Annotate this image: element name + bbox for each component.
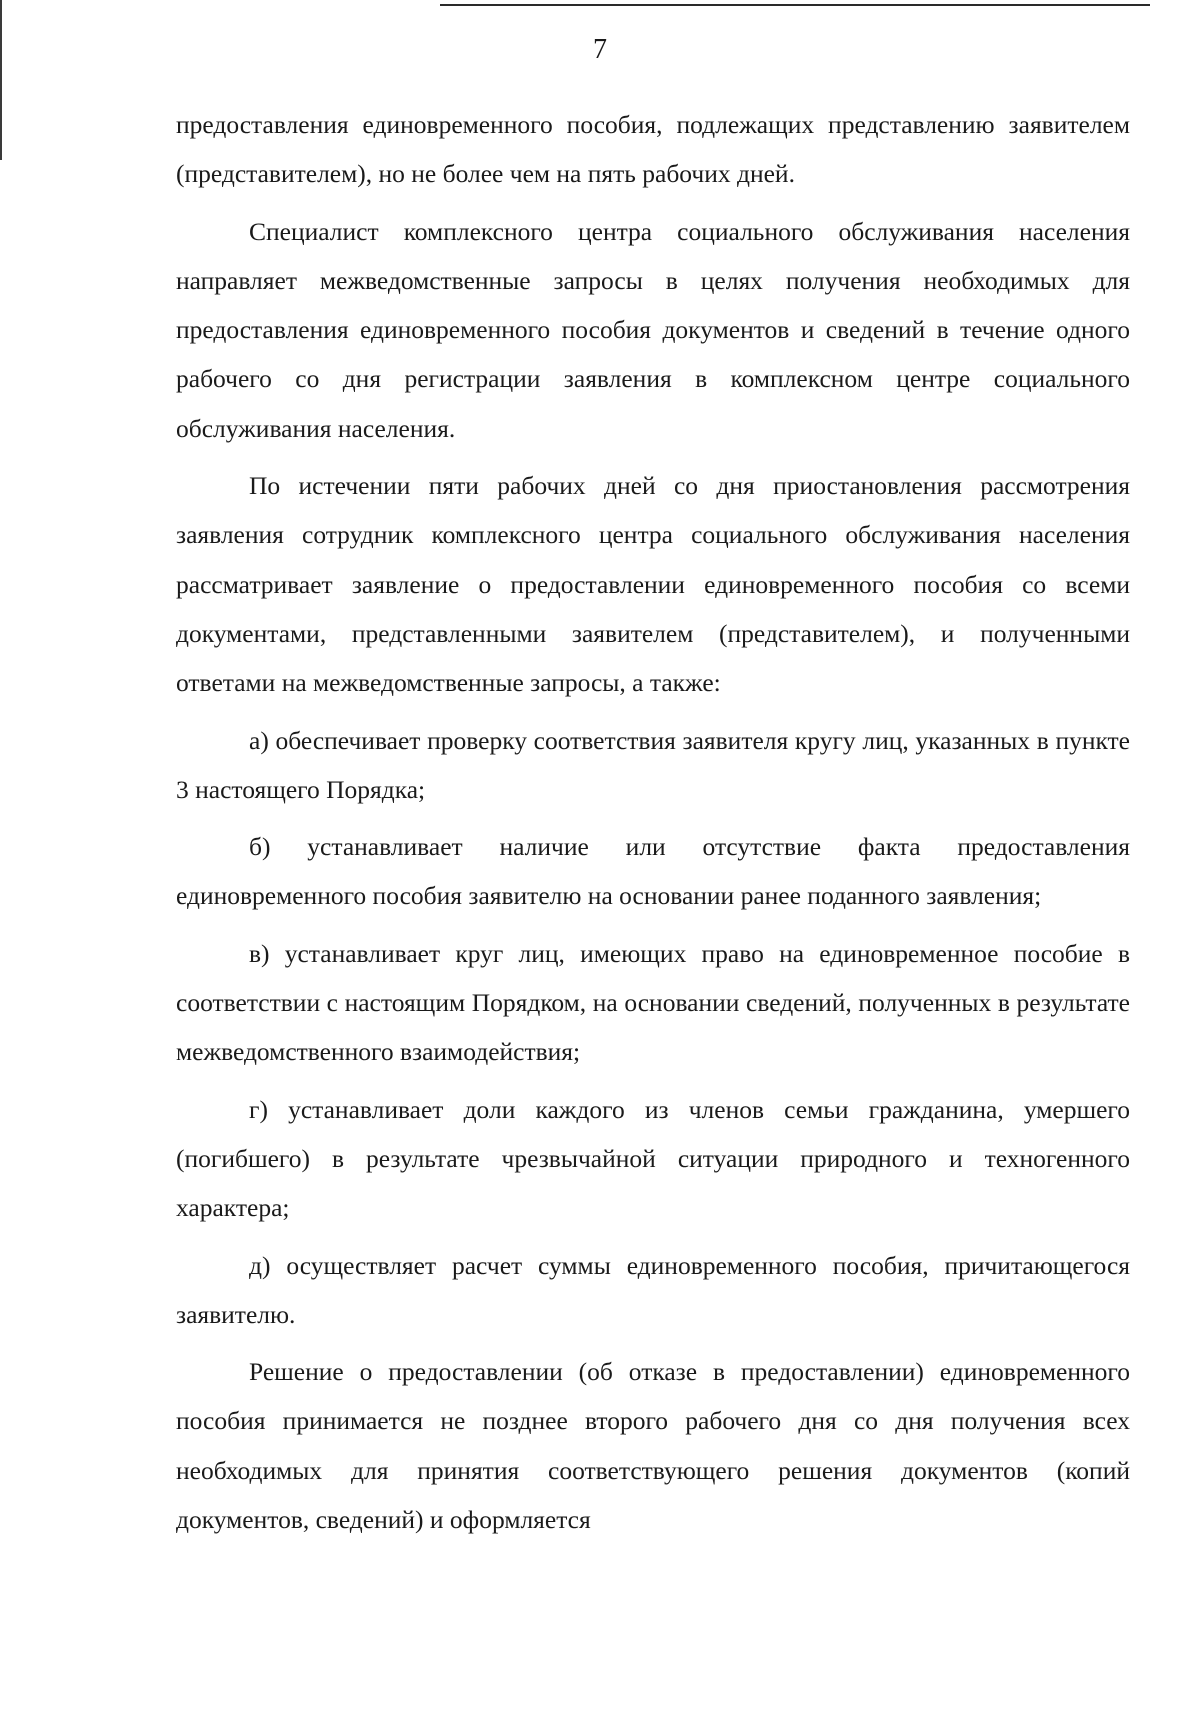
list-item-a: а) обеспечивает проверку соответствия заявителя кругу лиц, указанных в пункте 3 настоящего Порядка;: [176, 725, 1130, 804]
list-item-g: г) устанавливает доли каждого из членов семьи гражданина, умершего (погибшего) в результате чрезвычайной ситуации природного и техногенного характера;: [176, 1094, 1130, 1223]
document-body: [176, 100, 1130, 1544]
paragraph-specialist-requests: Специалист комплексного центра социального обслуживания населения направляет межведомственные запросы в целях получения необходимых для предоставления единовременного пособия документов и сведений в течение одного рабочего со дня регистрации заявления в комплексном центре социального обслуживания населения.: [176, 216, 1130, 443]
paragraph-continuation: предоставления единовременного пособия, подлежащих представлению заявителем (представителем), но не более чем на пять рабочих дней.: [176, 110, 1130, 189]
scan-left-edge: [0, 0, 2, 160]
paragraph-review-after-five-days: По истечении пяти рабочих дней со дня приостановления рассмотрения заявления сотрудник комплексного центра социального обслуживания населения рассматривает заявление о предоставлении единовременного пособия со всеми документами, представленными заявителем (представителем), и полученными ответами на межведомственные запросы, а также:: [176, 471, 1130, 698]
paragraph-decision: Решение о предоставлении (об отказе в предоставлении) единовременного пособия принимается не позднее второго рабочего дня со дня получения всех необходимых для принятия соответствующего решения документов (копий документов, сведений) и оформляется: [176, 1357, 1130, 1535]
page-number: 7: [593, 34, 607, 65]
scan-top-rule: [440, 4, 1150, 6]
list-item-d: д) осуществляет расчет суммы единовременного пособия, причитающегося заявителю.: [176, 1250, 1130, 1329]
list-item-v: в) устанавливает круг лиц, имеющих право на единовременное пособие в соответствии с настоящим Порядком, на основании сведений, полученных в результате межведомственного взаимодействия;: [176, 938, 1130, 1067]
list-item-b: б) устанавливает наличие или отсутствие факта предоставления единовременного пособия заявителю на основании ранее поданного заявления;: [176, 832, 1130, 911]
